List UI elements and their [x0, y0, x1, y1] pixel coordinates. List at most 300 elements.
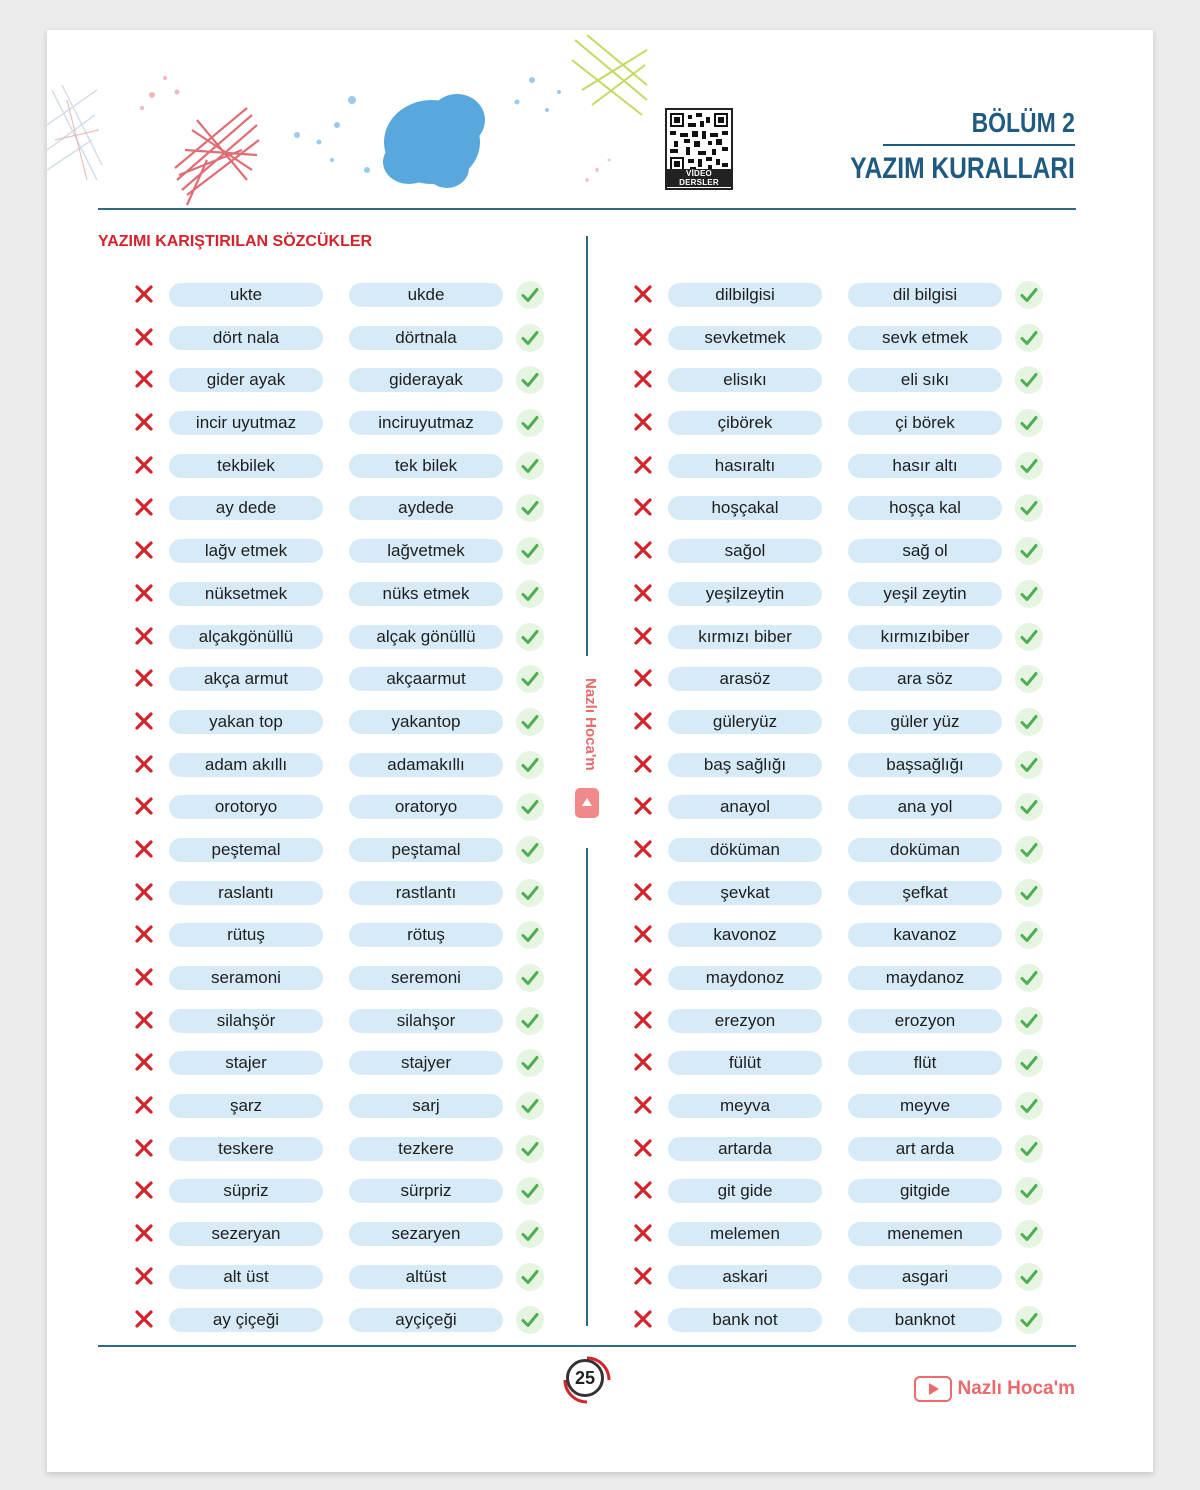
correct-spelling: doküman	[848, 838, 1002, 862]
check-icon	[1018, 1266, 1040, 1288]
check-badge	[1015, 494, 1043, 522]
word-pair-row	[628, 1262, 1068, 1305]
correct-spelling: ara söz	[848, 667, 1002, 691]
check-icon	[1018, 583, 1040, 605]
word-pair-row	[129, 878, 569, 921]
correct-spelling: ukde	[349, 283, 503, 307]
correct-spelling: çi börek	[848, 411, 1002, 435]
word-pair-row	[628, 1305, 1068, 1348]
wrong-x-icon	[133, 326, 155, 348]
wrong-x-icon	[632, 582, 654, 604]
wrong-spelling: teskere	[169, 1137, 323, 1161]
wrong-x-icon	[632, 326, 654, 348]
correct-spelling: seremoni	[349, 966, 503, 990]
check-badge	[1015, 879, 1043, 907]
check-icon	[1018, 1052, 1040, 1074]
word-pair-row	[129, 750, 569, 793]
wrong-spelling: rütuş	[169, 923, 323, 947]
check-icon	[519, 1010, 541, 1032]
check-icon	[1018, 839, 1040, 861]
wrong-x-icon	[632, 881, 654, 903]
check-icon	[519, 1266, 541, 1288]
correct-spelling: hasır altı	[848, 454, 1002, 478]
wrong-spelling: dört nala	[169, 326, 323, 350]
check-badge	[1015, 409, 1043, 437]
wrong-x-icon	[133, 881, 155, 903]
check-icon	[519, 1223, 541, 1245]
correct-spelling: alçak gönüllü	[349, 625, 503, 649]
section-title: YAZIMI KARIŞTIRILAN SÖZCÜKLER	[98, 233, 373, 250]
check-icon	[1018, 540, 1040, 562]
correct-spelling: flüt	[848, 1051, 1002, 1075]
correct-spelling: sarj	[349, 1094, 503, 1118]
word-pair-row	[129, 792, 569, 835]
check-icon	[519, 455, 541, 477]
check-badge	[516, 1306, 544, 1334]
check-icon	[519, 839, 541, 861]
wrong-spelling: baş sağlığı	[668, 753, 822, 777]
wrong-spelling: arasöz	[668, 667, 822, 691]
correct-spelling: silahşor	[349, 1009, 503, 1033]
correct-spelling: banknot	[848, 1308, 1002, 1332]
wrong-x-icon	[632, 838, 654, 860]
wrong-spelling: erezyon	[668, 1009, 822, 1033]
check-badge	[516, 751, 544, 779]
wrong-x-icon	[133, 667, 155, 689]
check-badge	[516, 580, 544, 608]
wrong-x-icon	[133, 1094, 155, 1116]
wrong-x-icon	[133, 582, 155, 604]
check-icon	[519, 1095, 541, 1117]
wrong-x-icon	[632, 753, 654, 775]
wrong-x-icon	[133, 1137, 155, 1159]
correct-spelling: eli sıkı	[848, 368, 1002, 392]
check-badge	[1015, 1263, 1043, 1291]
correct-spelling: dil bilgisi	[848, 283, 1002, 307]
qr-label: VİDEO DERSLER	[667, 169, 731, 187]
wrong-spelling: melemen	[668, 1222, 822, 1246]
check-badge	[516, 1220, 544, 1248]
correct-spelling: asgari	[848, 1265, 1002, 1289]
correct-spelling: akçaarmut	[349, 667, 503, 691]
wrong-spelling: tekbilek	[169, 454, 323, 478]
wrong-spelling: stajer	[169, 1051, 323, 1075]
word-pair-row	[628, 622, 1068, 665]
header-divider	[98, 208, 1076, 210]
check-badge	[1015, 793, 1043, 821]
check-icon	[1018, 711, 1040, 733]
word-pair-row	[129, 1176, 569, 1219]
wrong-spelling: artarda	[668, 1137, 822, 1161]
word-pair-row	[628, 536, 1068, 579]
wrong-x-icon	[632, 1179, 654, 1201]
youtube-icon	[914, 1376, 952, 1402]
correct-spelling: stajyer	[349, 1051, 503, 1075]
word-pair-row	[628, 664, 1068, 707]
wrong-spelling: sağol	[668, 539, 822, 563]
wrong-spelling: ay çiçeği	[169, 1308, 323, 1332]
check-icon	[1018, 754, 1040, 776]
wrong-spelling: bank not	[668, 1308, 822, 1332]
wrong-spelling: yakan top	[169, 710, 323, 734]
correct-spelling: maydanoz	[848, 966, 1002, 990]
word-pair-row	[628, 493, 1068, 536]
check-icon	[1018, 882, 1040, 904]
check-badge	[516, 1135, 544, 1163]
check-badge	[1015, 580, 1043, 608]
correct-spelling: tek bilek	[349, 454, 503, 478]
correct-spelling: gitgide	[848, 1179, 1002, 1203]
check-icon	[1018, 626, 1040, 648]
wrong-x-icon	[133, 710, 155, 732]
correct-spelling: peştamal	[349, 838, 503, 862]
correct-spelling: meyve	[848, 1094, 1002, 1118]
left-word-list	[129, 280, 569, 1347]
check-badge	[516, 537, 544, 565]
correct-spelling: tezkere	[349, 1137, 503, 1161]
correct-spelling: sağ ol	[848, 539, 1002, 563]
check-icon	[1018, 327, 1040, 349]
word-pair-row	[129, 664, 569, 707]
wrong-x-icon	[632, 667, 654, 689]
vertical-brand	[575, 678, 599, 823]
check-badge	[516, 1177, 544, 1205]
check-icon	[1018, 1095, 1040, 1117]
wrong-x-icon	[133, 1179, 155, 1201]
correct-spelling: inciruyutmaz	[349, 411, 503, 435]
check-icon	[1018, 455, 1040, 477]
word-pair-row	[628, 1219, 1068, 1262]
page-number	[562, 1355, 612, 1405]
wrong-spelling: raslantı	[169, 881, 323, 905]
correct-spelling: kırmızıbiber	[848, 625, 1002, 649]
word-pair-row	[628, 1091, 1068, 1134]
check-badge	[1015, 324, 1043, 352]
check-icon	[519, 583, 541, 605]
word-pair-row	[129, 920, 569, 963]
check-badge	[1015, 452, 1043, 480]
check-badge	[1015, 366, 1043, 394]
wrong-x-icon	[632, 1094, 654, 1116]
check-icon	[1018, 924, 1040, 946]
check-icon	[1018, 1223, 1040, 1245]
wrong-spelling: elisıkı	[668, 368, 822, 392]
wrong-x-icon	[133, 753, 155, 775]
wrong-x-icon	[632, 625, 654, 647]
check-icon	[519, 369, 541, 391]
word-pair-row	[628, 878, 1068, 921]
wrong-spelling: sevketmek	[668, 326, 822, 350]
wrong-x-icon	[632, 710, 654, 732]
wrong-x-icon	[632, 1009, 654, 1031]
check-badge	[516, 623, 544, 651]
check-badge	[516, 708, 544, 736]
check-icon	[1018, 796, 1040, 818]
word-pair-row	[129, 622, 569, 665]
wrong-x-icon	[632, 411, 654, 433]
word-pair-row	[129, 1305, 569, 1348]
wrong-x-icon	[632, 283, 654, 305]
check-icon	[519, 711, 541, 733]
check-icon	[519, 1180, 541, 1202]
wrong-x-icon	[133, 539, 155, 561]
wrong-spelling: incir uyutmaz	[169, 411, 323, 435]
check-icon	[519, 1052, 541, 1074]
check-icon	[519, 754, 541, 776]
correct-spelling: dörtnala	[349, 326, 503, 350]
correct-spelling: oratoryo	[349, 795, 503, 819]
wrong-x-icon	[632, 795, 654, 817]
check-icon	[519, 882, 541, 904]
wrong-x-icon	[133, 1222, 155, 1244]
check-badge	[516, 324, 544, 352]
wrong-x-icon	[133, 795, 155, 817]
word-pair-row	[129, 408, 569, 451]
check-icon	[519, 796, 541, 818]
check-icon	[1018, 668, 1040, 690]
correct-spelling: sezaryen	[349, 1222, 503, 1246]
wrong-x-icon	[133, 625, 155, 647]
check-icon	[1018, 369, 1040, 391]
correct-spelling: kavanoz	[848, 923, 1002, 947]
wrong-spelling: şevkat	[668, 881, 822, 905]
play-icon	[575, 788, 599, 818]
check-badge	[1015, 1092, 1043, 1120]
word-pair-row	[628, 451, 1068, 494]
wrong-spelling: fülüt	[668, 1051, 822, 1075]
wrong-spelling: çibörek	[668, 411, 822, 435]
word-pair-row	[129, 365, 569, 408]
wrong-spelling: maydonoz	[668, 966, 822, 990]
word-pair-row	[129, 1006, 569, 1049]
wrong-spelling: peştemal	[169, 838, 323, 862]
wrong-spelling: hoşçakal	[668, 496, 822, 520]
check-icon	[519, 284, 541, 306]
check-badge	[516, 921, 544, 949]
chapter-heading	[801, 106, 1075, 186]
wrong-x-icon	[133, 1051, 155, 1073]
column-divider	[586, 236, 588, 656]
check-badge	[516, 366, 544, 394]
wrong-x-icon	[632, 923, 654, 945]
wrong-spelling: askari	[668, 1265, 822, 1289]
check-icon	[1018, 412, 1040, 434]
check-badge	[1015, 665, 1043, 693]
wrong-x-icon	[133, 1009, 155, 1031]
check-badge	[1015, 751, 1043, 779]
wrong-spelling: yeşilzeytin	[668, 582, 822, 606]
check-badge	[516, 793, 544, 821]
word-pair-row	[628, 408, 1068, 451]
check-icon	[1018, 1010, 1040, 1032]
check-badge	[516, 1049, 544, 1077]
wrong-spelling: gider ayak	[169, 368, 323, 392]
check-badge	[1015, 1007, 1043, 1035]
check-badge	[516, 1007, 544, 1035]
check-badge	[1015, 836, 1043, 864]
wrong-x-icon	[133, 411, 155, 433]
check-icon	[519, 327, 541, 349]
word-pair-row	[628, 1006, 1068, 1049]
check-badge	[1015, 1177, 1043, 1205]
word-pair-row	[628, 579, 1068, 622]
check-icon	[1018, 1180, 1040, 1202]
word-pair-row	[129, 493, 569, 536]
footer-brand-text: Nazlı Hoca'm	[957, 1378, 1075, 1399]
wrong-spelling: alçakgönüllü	[169, 625, 323, 649]
word-pair-row	[129, 1262, 569, 1305]
wrong-x-icon	[133, 368, 155, 390]
page	[47, 30, 1153, 1472]
check-badge	[1015, 1049, 1043, 1077]
wrong-spelling: dilbilgisi	[668, 283, 822, 307]
correct-spelling: art arda	[848, 1137, 1002, 1161]
check-badge	[516, 665, 544, 693]
check-badge	[1015, 1220, 1043, 1248]
wrong-spelling: alt üst	[169, 1265, 323, 1289]
check-badge	[516, 452, 544, 480]
wrong-spelling: silahşör	[169, 1009, 323, 1033]
correct-spelling: hoşça kal	[848, 496, 1002, 520]
wrong-spelling: güleryüz	[668, 710, 822, 734]
word-pair-row	[129, 1048, 569, 1091]
wrong-x-icon	[133, 496, 155, 518]
wrong-x-icon	[133, 1265, 155, 1287]
check-badge	[1015, 964, 1043, 992]
check-badge	[1015, 537, 1043, 565]
word-pair-row	[129, 536, 569, 579]
check-icon	[519, 924, 541, 946]
wrong-spelling: ukte	[169, 283, 323, 307]
wrong-x-icon	[632, 1051, 654, 1073]
chapter-title: YAZIM KURALLARI	[850, 152, 1075, 185]
wrong-spelling: akça armut	[169, 667, 323, 691]
check-icon	[519, 497, 541, 519]
vertical-brand-text: Nazlı Hoca'm	[582, 678, 599, 771]
check-badge	[516, 1263, 544, 1291]
wrong-x-icon	[133, 838, 155, 860]
wrong-spelling: nüksetmek	[169, 582, 323, 606]
check-icon	[519, 668, 541, 690]
correct-spelling: yakantop	[349, 710, 503, 734]
wrong-spelling: adam akıllı	[169, 753, 323, 777]
wrong-x-icon	[133, 966, 155, 988]
wrong-spelling: sezeryan	[169, 1222, 323, 1246]
qr-code[interactable]	[665, 108, 733, 190]
correct-spelling: şefkat	[848, 881, 1002, 905]
wrong-spelling: orotoryo	[169, 795, 323, 819]
word-pair-row	[628, 323, 1068, 366]
check-icon	[519, 412, 541, 434]
word-pair-row	[628, 1134, 1068, 1177]
word-pair-row	[628, 750, 1068, 793]
wrong-x-icon	[632, 1222, 654, 1244]
correct-spelling: altüst	[349, 1265, 503, 1289]
chapter-number: BÖLÜM 2	[971, 107, 1075, 138]
check-badge	[516, 836, 544, 864]
word-pair-row	[129, 1134, 569, 1177]
check-badge	[1015, 281, 1043, 309]
word-pair-row	[129, 451, 569, 494]
right-word-list	[628, 280, 1068, 1347]
correct-spelling: lağvetmek	[349, 539, 503, 563]
correct-spelling: ana yol	[848, 795, 1002, 819]
wrong-x-icon	[133, 454, 155, 476]
word-pair-row	[628, 1048, 1068, 1091]
correct-spelling: rötuş	[349, 923, 503, 947]
word-pair-row	[628, 365, 1068, 408]
check-badge	[516, 281, 544, 309]
word-pair-row	[129, 835, 569, 878]
wrong-spelling: şarz	[169, 1094, 323, 1118]
correct-spelling: erozyon	[848, 1009, 1002, 1033]
check-icon	[1018, 967, 1040, 989]
wrong-spelling: ay dede	[169, 496, 323, 520]
correct-spelling: yeşil zeytin	[848, 582, 1002, 606]
word-pair-row	[129, 280, 569, 323]
wrong-spelling: anayol	[668, 795, 822, 819]
word-pair-row	[129, 1219, 569, 1262]
correct-spelling: ayçiçeği	[349, 1308, 503, 1332]
correct-spelling: giderayak	[349, 368, 503, 392]
wrong-spelling: seramoni	[169, 966, 323, 990]
wrong-x-icon	[632, 539, 654, 561]
chapter-underline	[883, 144, 1075, 146]
wrong-spelling: git gide	[668, 1179, 822, 1203]
word-pair-row	[628, 707, 1068, 750]
word-pair-row	[628, 963, 1068, 1006]
check-badge	[1015, 1306, 1043, 1334]
check-badge	[1015, 1135, 1043, 1163]
page-number-text: 25	[574, 1368, 596, 1388]
check-icon	[519, 626, 541, 648]
wrong-spelling: kavonoz	[668, 923, 822, 947]
word-pair-row	[129, 707, 569, 750]
check-icon	[1018, 1138, 1040, 1160]
word-pair-row	[129, 1091, 569, 1134]
word-pair-row	[129, 323, 569, 366]
wrong-spelling: meyva	[668, 1094, 822, 1118]
wrong-x-icon	[632, 368, 654, 390]
check-badge	[1015, 623, 1043, 651]
word-pair-row	[129, 963, 569, 1006]
wrong-x-icon	[632, 966, 654, 988]
check-badge	[516, 494, 544, 522]
word-pair-row	[129, 579, 569, 622]
column-divider	[586, 848, 588, 1326]
correct-spelling: sevk etmek	[848, 326, 1002, 350]
correct-spelling: rastlantı	[349, 881, 503, 905]
word-pair-row	[628, 280, 1068, 323]
wrong-x-icon	[133, 1308, 155, 1330]
check-icon	[519, 540, 541, 562]
check-badge	[1015, 708, 1043, 736]
check-icon	[1018, 284, 1040, 306]
correct-spelling: sürpriz	[349, 1179, 503, 1203]
wrong-x-icon	[632, 496, 654, 518]
check-icon	[1018, 497, 1040, 519]
wrong-spelling: hasıraltı	[668, 454, 822, 478]
check-icon	[1018, 1309, 1040, 1331]
wrong-spelling: lağv etmek	[169, 539, 323, 563]
wrong-spelling: döküman	[668, 838, 822, 862]
wrong-spelling: kırmızı biber	[668, 625, 822, 649]
qr-code-icon	[670, 113, 728, 171]
correct-spelling: adamakıllı	[349, 753, 503, 777]
word-pair-row	[628, 835, 1068, 878]
wrong-x-icon	[632, 1137, 654, 1159]
footer-brand	[914, 1375, 1076, 1403]
